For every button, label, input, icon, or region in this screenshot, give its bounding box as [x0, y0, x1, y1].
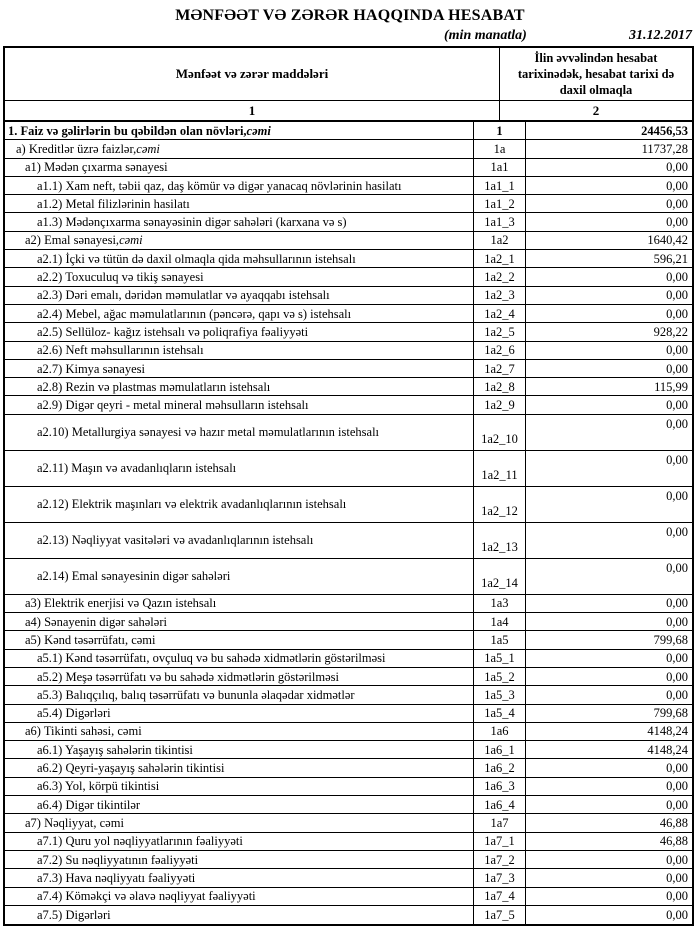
row-label: a2.10) Metallurgiya sənayesi və hazır metal məmulatlarının istehsalı [5, 415, 474, 450]
row-label: a1.1) Xam neft, təbii qaz, daş kömür və digər yanacaq növlərinin hasilatı [5, 177, 474, 194]
row-code: 1a2_4 [474, 305, 526, 322]
table-row [5, 723, 692, 741]
row-value: 11737,28 [641, 141, 688, 156]
table-row [5, 705, 692, 723]
row-code: 1a2_9 [474, 396, 526, 413]
row-code: 1 [474, 122, 526, 139]
row-value: 0,00 [666, 160, 688, 175]
header-items-column: Mənfəət və zərər maddələri [5, 48, 500, 100]
row-label: a7.5) Digərləri [5, 906, 474, 924]
header-value-column: İlin əvvəlindən hesabat tarixinədək, hesabat tarixi də daxil olmaqla [517, 51, 675, 97]
meta-row [0, 25, 700, 46]
row-label: a5) Kənd təsərrüfatı, cəmi [5, 631, 474, 648]
row-label: a2.2) Toxuculuq və tikiş sənayesi [5, 268, 474, 285]
row-label: a7) Nəqliyyat, cəmi [5, 814, 474, 831]
row-code: 1a1 [474, 159, 526, 176]
row-label: a5.1) Kənd təsərrüfatı, ovçuluq və bu sahədə xidmətlərin göstərilməsi [5, 650, 474, 667]
row-label-italic-suffix: cəmi [119, 233, 143, 248]
table-row [5, 360, 692, 378]
table-row [5, 342, 692, 360]
row-value: 0,00 [666, 178, 688, 193]
row-value: 0,00 [666, 215, 688, 230]
row-value: 0,00 [666, 779, 688, 794]
row-label: a6.1) Yaşayış sahələrin tikintisi [5, 741, 474, 758]
row-label: a1.3) Mədənçıxarma sənayəsinin digər sahələri (karxana və s) [5, 213, 474, 230]
table-row [5, 559, 692, 595]
table-row [5, 595, 692, 613]
table-row [5, 213, 692, 231]
row-value: 0,00 [666, 651, 688, 666]
table-row [5, 140, 692, 158]
row-code: 1a6_2 [474, 759, 526, 776]
row-label: a1) Mədən çıxarma sənayesi [5, 159, 474, 176]
report-table [3, 46, 694, 926]
row-code: 1a1_3 [474, 213, 526, 230]
row-label-italic-suffix: cəmi [136, 141, 160, 156]
row-label: a6.2) Qeyri-yaşayış sahələrin tikintisi [5, 759, 474, 776]
table-row [5, 232, 692, 250]
row-code: 1a7 [474, 814, 526, 831]
row-value: 0,00 [666, 596, 688, 611]
row-value: 4148,24 [647, 742, 688, 757]
row-value: 0,00 [666, 907, 688, 922]
row-value: 596,21 [653, 251, 688, 266]
row-code: 1a1_1 [474, 177, 526, 194]
row-label: a2.12) Elektrik maşınları və elektrik avadanlıqlarının istehsalı [5, 487, 474, 522]
row-label: a7.2) Su nəqliyyatının fəaliyyəti [5, 851, 474, 868]
row-value: 0,00 [666, 870, 688, 885]
row-label: a6.3) Yol, körpü tikintisi [5, 778, 474, 795]
table-row [5, 778, 692, 796]
table-row [5, 631, 692, 649]
table-row [5, 268, 692, 286]
row-label: a7.3) Hava nəqliyyatı fəaliyyəti [5, 869, 474, 886]
row-code: 1a5 [474, 631, 526, 648]
table-row [5, 122, 692, 140]
row-code: 1a2 [474, 232, 526, 249]
row-label: a2.7) Kimya sənayesi [5, 360, 474, 377]
row-label: a5.3) Balıqçılıq, balıq təsərrüfatı və bununla əlaqədar xidmətlər [5, 686, 474, 703]
row-code: 1a2_10 [474, 415, 526, 450]
row-value: 1640,42 [647, 233, 688, 248]
table-row [5, 250, 692, 268]
table-row [5, 451, 692, 487]
unit-note: (min manatla) [444, 28, 527, 43]
row-code: 1a4 [474, 613, 526, 630]
row-label: 1. Faiz və gəlirlərin bu qəbildən olan növləri, cəmi [5, 122, 474, 139]
row-code: 1a2_8 [474, 378, 526, 395]
row-label: a2.4) Mebel, ağac məmulatlarının (pəncərə, qapı və s) istehsalı [5, 305, 474, 322]
table-row [5, 396, 692, 414]
column-number-value: 2 [592, 103, 600, 118]
column-number-row [5, 101, 692, 122]
row-code: 1a3 [474, 595, 526, 612]
table-row [5, 650, 692, 668]
row-code: 1a5_1 [474, 650, 526, 667]
row-value: 0,00 [666, 416, 688, 431]
row-value: 0,00 [666, 398, 688, 413]
row-code: 1a2_12 [474, 487, 526, 522]
row-label: a5.4) Digərləri [5, 705, 474, 722]
row-value: 0,00 [666, 761, 688, 776]
row-label: a6) Tikinti sahəsi, cəmi [5, 723, 474, 740]
row-value: 0,00 [666, 687, 688, 702]
row-label: a7.4) Köməkçi və əlavə nəqliyyat fəaliyyəti [5, 888, 474, 905]
row-value: 0,00 [666, 560, 688, 575]
row-label: a1.2) Metal filizlərinin hasilatı [5, 195, 474, 212]
row-code: 1a6 [474, 723, 526, 740]
table-row [5, 851, 692, 869]
row-value: 0,00 [666, 288, 688, 303]
table-row [5, 686, 692, 704]
row-code: 1a6_3 [474, 778, 526, 795]
row-label: a2) Emal sənayesi, cəmi [5, 232, 474, 249]
table-row [5, 415, 692, 451]
row-value: 0,00 [666, 889, 688, 904]
table-row [5, 487, 692, 523]
table-body [5, 122, 692, 924]
row-label: a2.3) Dəri emalı, dəridən məmulatlar və ayaqqabı istehsalı [5, 287, 474, 304]
table-row [5, 378, 692, 396]
row-value: 799,68 [653, 632, 688, 647]
row-code: 1a2_3 [474, 287, 526, 304]
row-value: 928,22 [653, 324, 688, 339]
table-row [5, 906, 692, 924]
row-code: 1a7_3 [474, 869, 526, 886]
row-code: 1a5_2 [474, 668, 526, 685]
row-code: 1a2_2 [474, 268, 526, 285]
row-label: a4) Sənayenin digər sahələri [5, 613, 474, 630]
row-value: 46,88 [659, 834, 688, 849]
row-code: 1a2_13 [474, 523, 526, 558]
row-label: a3) Elektrik enerjisi və Qazın istehsalı [5, 595, 474, 612]
row-code: 1a2_14 [474, 559, 526, 594]
row-value: 46,88 [659, 815, 688, 830]
row-code: 1a7_2 [474, 851, 526, 868]
table-row [5, 668, 692, 686]
row-value: 0,00 [666, 614, 688, 629]
report-date: 31.12.2017 [629, 28, 692, 43]
table-row [5, 869, 692, 887]
table-header-row [5, 48, 692, 101]
row-code: 1a1_2 [474, 195, 526, 212]
row-value: 0,00 [666, 797, 688, 812]
row-label: a2.5) Sellüloz- kağız istehsalı və poliqrafiya fəaliyyəti [5, 323, 474, 340]
table-row [5, 796, 692, 814]
row-code: 1a7_4 [474, 888, 526, 905]
row-code: 1a2_11 [474, 451, 526, 486]
row-code: 1a7_1 [474, 833, 526, 850]
row-code: 1a7_5 [474, 906, 526, 924]
column-number-items: 1 [5, 101, 500, 120]
row-value: 0,00 [666, 669, 688, 684]
row-value: 0,00 [666, 361, 688, 376]
table-row [5, 305, 692, 323]
row-code: 1a5_4 [474, 705, 526, 722]
row-value: 0,00 [666, 270, 688, 285]
row-value: 0,00 [666, 306, 688, 321]
row-label: a5.2) Meşə təsərrüfatı və bu sahədə xidmətlərin göstərilməsi [5, 668, 474, 685]
row-value: 115,99 [654, 379, 688, 394]
row-value: 0,00 [666, 524, 688, 539]
row-code: 1a2_6 [474, 342, 526, 359]
row-code: 1a2_5 [474, 323, 526, 340]
row-label: a2.11) Maşın və avadanlıqların istehsalı [5, 451, 474, 486]
row-label: a7.1) Quru yol nəqliyyatlarının fəaliyyəti [5, 833, 474, 850]
row-code: 1a6_1 [474, 741, 526, 758]
table-row [5, 613, 692, 631]
row-value: 0,00 [666, 852, 688, 867]
page-title: MƏNFƏƏT VƏ ZƏRƏR HAQQINDA HESABAT [175, 7, 525, 24]
row-label: a6.4) Digər tikintilər [5, 796, 474, 813]
row-code: 1a [474, 140, 526, 157]
row-label: a2.6) Neft məhsullarının istehsalı [5, 342, 474, 359]
row-value: 0,00 [666, 343, 688, 358]
row-value: 4148,24 [647, 724, 688, 739]
row-code: 1a2_1 [474, 250, 526, 267]
table-row [5, 888, 692, 906]
row-code: 1a6_4 [474, 796, 526, 813]
row-label: a2.1) İçki və tütün də daxil olmaqla qida məhsullarının istehsalı [5, 250, 474, 267]
table-row [5, 814, 692, 832]
table-row [5, 323, 692, 341]
row-label: a) Kreditlər üzrə faizlər, cəmi [5, 140, 474, 157]
row-label-italic-suffix: cəmi [246, 123, 271, 138]
row-value: 799,68 [653, 706, 688, 721]
row-value: 24456,53 [641, 123, 688, 138]
row-code: 1a5_3 [474, 686, 526, 703]
row-value: 0,00 [666, 488, 688, 503]
row-label: a2.8) Rezin və plastmas məmulatların istehsalı [5, 378, 474, 395]
row-value: 0,00 [666, 452, 688, 467]
table-row [5, 177, 692, 195]
row-label: a2.13) Nəqliyyat vasitələri və avadanlıqlarının istehsalı [5, 523, 474, 558]
row-label: a2.14) Emal sənayesinin digər sahələri [5, 559, 474, 594]
table-row [5, 195, 692, 213]
row-value: 0,00 [666, 196, 688, 211]
table-row [5, 287, 692, 305]
table-row [5, 159, 692, 177]
table-row [5, 833, 692, 851]
table-row [5, 759, 692, 777]
row-label: a2.9) Digər qeyri - metal mineral məhsulların istehsalı [5, 396, 474, 413]
table-row [5, 523, 692, 559]
row-code: 1a2_7 [474, 360, 526, 377]
table-row [5, 741, 692, 759]
